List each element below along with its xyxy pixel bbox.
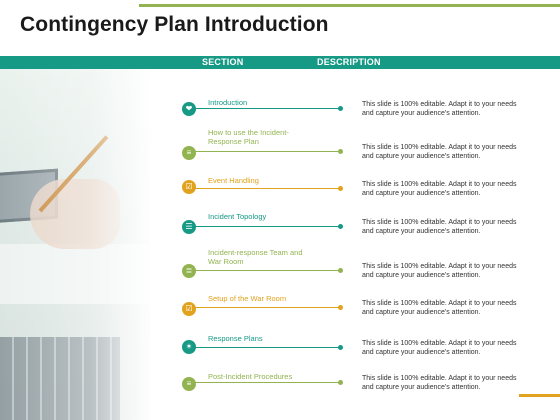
section-label: Event Handling <box>208 176 259 185</box>
connector-line <box>190 226 340 227</box>
connector-dot <box>338 106 343 111</box>
top-accent-bar <box>139 4 560 7</box>
document-icon: ≡ <box>182 377 196 391</box>
table-header <box>0 56 560 69</box>
clipboard-icon: ☰ <box>182 220 196 234</box>
section-label: Post-Incident Procedures <box>208 372 293 381</box>
section-label: Setup of the War Room <box>208 294 287 303</box>
connector-line <box>190 270 340 271</box>
connector-line <box>190 382 340 383</box>
connector-dot <box>338 149 343 154</box>
connector-dot <box>338 305 343 310</box>
connector-dot <box>338 268 343 273</box>
connector-dot <box>338 380 343 385</box>
photo-fade <box>0 69 150 420</box>
connector-line <box>190 307 340 308</box>
connector-line <box>190 151 340 152</box>
checklist-icon: ☑ <box>182 180 196 194</box>
description-text: This slide is 100% editable. Adapt it to your needs and capture your audience's attention. <box>362 300 517 316</box>
bottom-accent-bar <box>519 394 560 397</box>
section-label: Incident-response Team and War Room <box>208 248 303 266</box>
notepad-icon: ≣ <box>182 264 196 278</box>
section-label: Response Plans <box>208 334 263 343</box>
description-text: This slide is 100% editable. Adapt it to your needs and capture your audience's attention. <box>362 101 517 117</box>
connector-line <box>190 347 340 348</box>
description-header: DESCRIPTION <box>317 57 381 67</box>
description-text: This slide is 100% editable. Adapt it to your needs and capture your audience's attention. <box>362 375 517 391</box>
connector-dot <box>338 224 343 229</box>
background-photo <box>0 69 150 420</box>
network-icon: ✶ <box>182 340 196 354</box>
slide-title: Contingency Plan Introduction <box>20 13 329 36</box>
section-label: Incident Topology <box>208 212 267 221</box>
connector-line <box>190 108 340 109</box>
description-text: This slide is 100% editable. Adapt it to your needs and capture your audience's attention. <box>362 340 517 356</box>
section-label: How to use the Incident-Response Plan <box>208 128 289 146</box>
description-text: This slide is 100% editable. Adapt it to your needs and capture your audience's attention. <box>362 181 517 197</box>
section-header: SECTION <box>202 57 244 67</box>
section-label: Introduction <box>208 98 248 107</box>
connector-line <box>190 188 340 189</box>
description-text: This slide is 100% editable. Adapt it to your needs and capture your audience's attention. <box>362 263 517 279</box>
description-text: This slide is 100% editable. Adapt it to your needs and capture your audience's attention. <box>362 144 517 160</box>
connector-dot <box>338 186 343 191</box>
connector-dot <box>338 345 343 350</box>
document-icon: ≡ <box>182 146 196 160</box>
description-text: This slide is 100% editable. Adapt it to your needs and capture your audience's attention. <box>362 219 517 235</box>
checklist-icon: ☑ <box>182 302 196 316</box>
handshake-icon: ❤ <box>182 102 196 116</box>
